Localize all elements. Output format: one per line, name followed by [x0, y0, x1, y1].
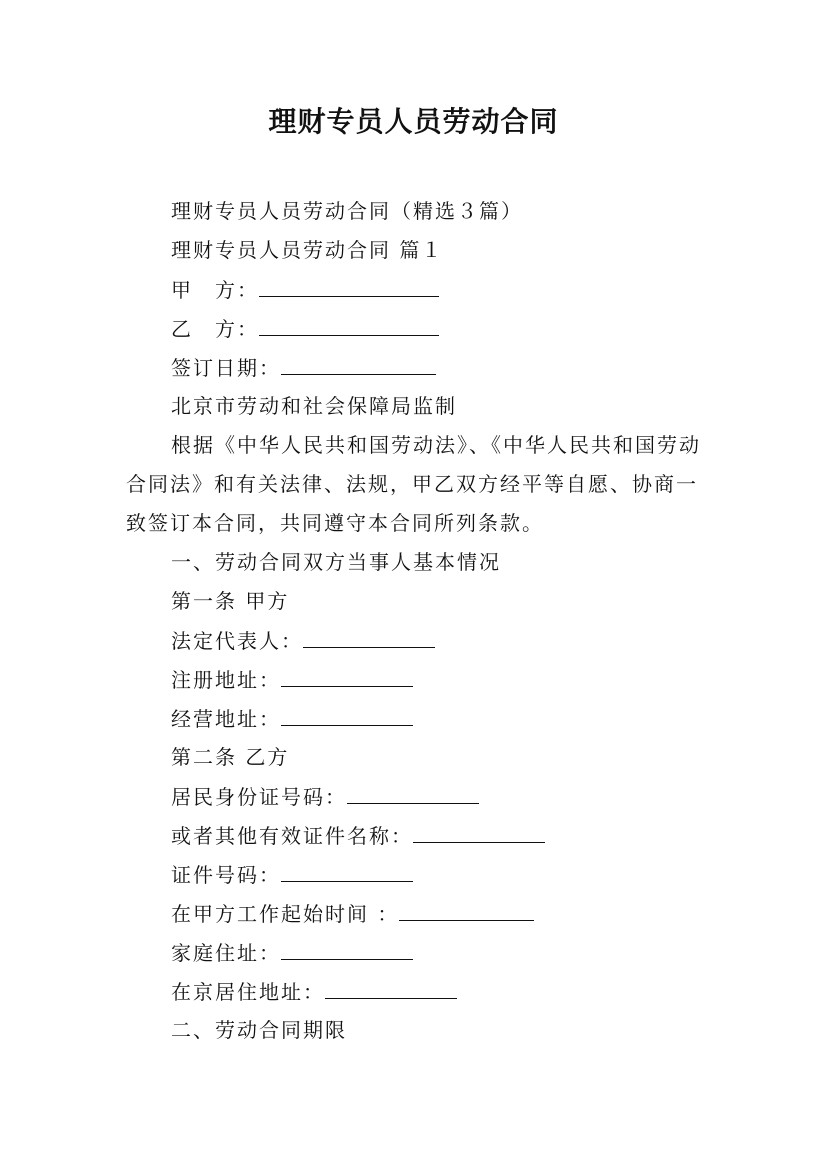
home-address-label: 家庭住址：: [171, 941, 281, 965]
id-number-blank[interactable]: [347, 783, 479, 804]
section-heading-2: [171, 1017, 347, 1043]
id-number-field: [171, 783, 479, 810]
other-id-blank[interactable]: [413, 822, 545, 843]
sign-date-blank[interactable]: [281, 354, 436, 375]
home-address-field: [171, 939, 413, 966]
paragraph-text-2: 合同法》和有关法律、法规，甲乙双方经平等自愿、协商一: [126, 472, 698, 496]
sign-date-field: [171, 354, 436, 381]
legal-rep-blank[interactable]: [303, 627, 435, 648]
cert-number-blank[interactable]: [281, 861, 413, 882]
party-b-label: 乙 方：: [171, 317, 259, 341]
article-heading-2: [171, 744, 289, 770]
start-time-label: 在甲方工作起始时间 ：: [171, 902, 400, 926]
paragraph-text-1: 根据《中华人民共和国劳动法》、《中华人民共和国劳动: [171, 433, 701, 457]
home-address-blank[interactable]: [281, 939, 413, 960]
reg-address-blank[interactable]: [281, 666, 413, 687]
beijing-address-blank[interactable]: [325, 978, 457, 999]
article-heading-2-text: 第二条 乙方: [171, 745, 290, 769]
party-b-field: [171, 315, 439, 342]
reg-address-label: 注册地址：: [171, 668, 281, 692]
article-heading-1-text: 第一条 甲方: [171, 589, 290, 613]
biz-address-field: [171, 705, 413, 732]
paragraph-text-3: 致签订本合同，共同遵守本合同所列条款。: [126, 511, 544, 535]
document-title: 理财专员人员劳动合同: [268, 105, 559, 138]
cert-number-field: [171, 861, 413, 888]
party-a-label: 甲 方：: [171, 278, 259, 302]
section-heading-1: [171, 549, 501, 575]
paragraph-line-1: [171, 432, 701, 458]
part-heading: [171, 237, 443, 263]
legal-rep-label: 法定代表人：: [171, 629, 303, 653]
paragraph-line-3: [126, 510, 544, 536]
start-time-field: [171, 900, 534, 927]
section-heading-1-text: 一、劳动合同双方当事人基本情况: [171, 550, 501, 574]
party-b-blank[interactable]: [259, 315, 439, 336]
part-heading-text: 理财专员人员劳动合同 篇１: [171, 238, 444, 262]
cert-number-label: 证件号码：: [171, 863, 281, 887]
supervisor-line: [171, 393, 457, 419]
biz-address-label: 经营地址：: [171, 707, 281, 731]
article-heading-1: [171, 588, 289, 614]
start-time-blank[interactable]: [399, 900, 534, 921]
party-a-blank[interactable]: [259, 276, 439, 297]
beijing-address-label: 在京居住地址：: [171, 980, 325, 1004]
id-number-label: 居民身份证号码：: [171, 785, 347, 809]
legal-rep-field: [171, 627, 435, 654]
beijing-address-field: [171, 978, 457, 1005]
section-heading-2-text: 二、劳动合同期限: [171, 1018, 347, 1042]
subtitle-text: 理财专员人员劳动合同（精选３篇）: [171, 199, 523, 223]
biz-address-blank[interactable]: [281, 705, 413, 726]
other-id-field: [171, 822, 545, 849]
reg-address-field: [171, 666, 413, 693]
subtitle-line: [171, 198, 523, 224]
sign-date-label: 签订日期：: [171, 356, 281, 380]
paragraph-line-2: [126, 471, 698, 497]
other-id-label: 或者其他有效证件名称：: [171, 824, 413, 848]
supervisor-text: 北京市劳动和社会保障局监制: [171, 394, 457, 418]
party-a-field: [171, 276, 439, 303]
